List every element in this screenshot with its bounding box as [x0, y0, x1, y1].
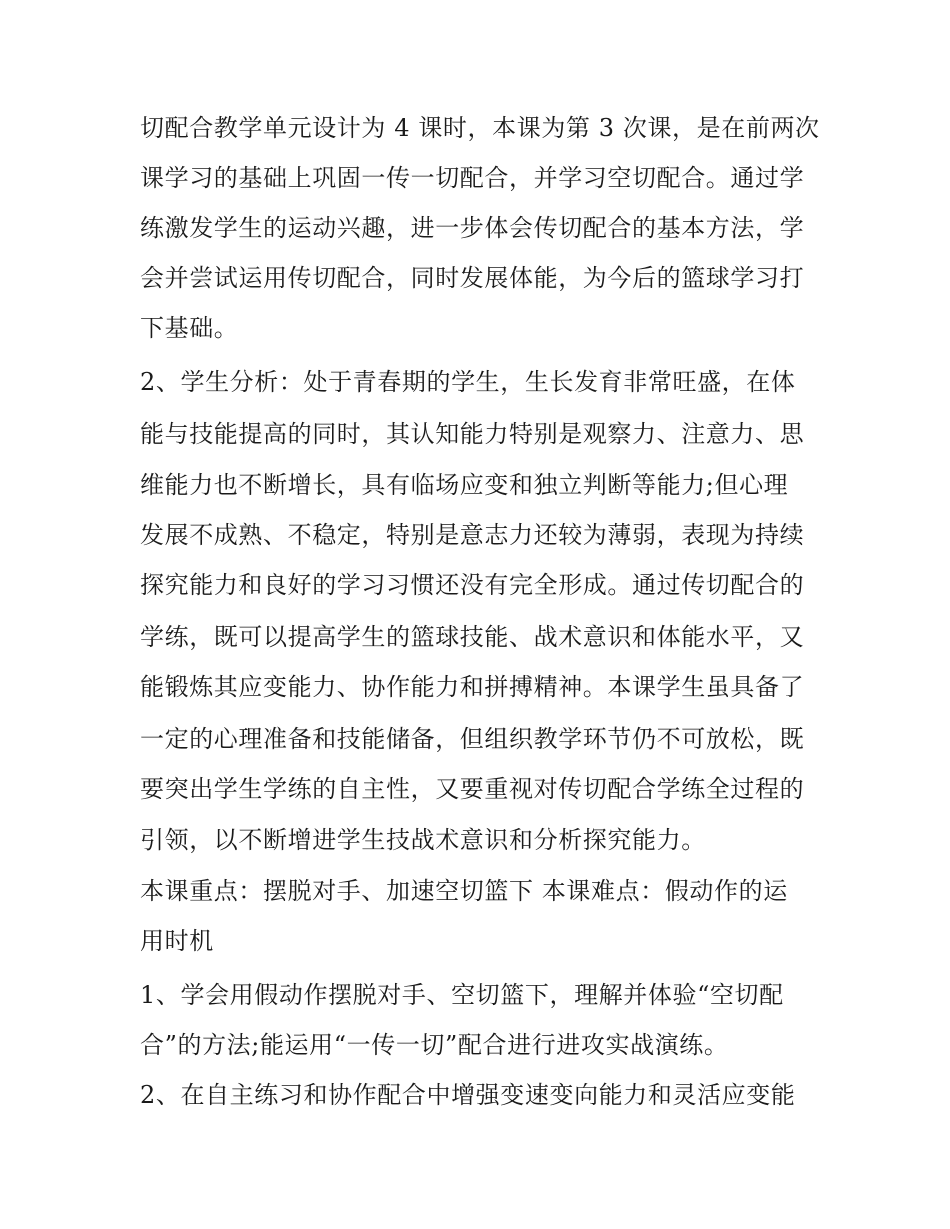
text-line: 能与技能提高的同时，其认知能力特别是观察力、注意力、思 — [140, 420, 805, 448]
text-line: 1、学会用假动作摆脱对手、空切篮下，理解并体验“空切配 — [140, 981, 784, 1009]
text-line: 练激发学生的运动兴趣，进一步体会传切配合的基本方法，学 — [140, 214, 805, 242]
text-line: 能锻炼其应变能力、协作能力和拼搏精神。本课学生虽具备了 — [140, 673, 805, 701]
text-line: 发展不成熟、不稳定，特别是意志力还较为薄弱，表现为持续 — [140, 521, 805, 549]
text-line: 下基础。 — [140, 314, 239, 342]
text-line: 课学习的基础上巩固一传一切配合，并学习空切配合。通过学 — [140, 164, 805, 192]
text-line: 用时机 — [140, 927, 214, 955]
text-line: 一定的心理准备和技能储备，但组织教学环节仍不可放松，既 — [140, 725, 805, 753]
text-line: 要突出学生学练的自主性，又要重视对传切配合学练全过程的 — [140, 775, 805, 803]
text-line: 本课重点：摆脱对手、加速空切篮下 本课难点：假动作的运 — [140, 877, 788, 905]
text-line: 学练，既可以提高学生的篮球技能、战术意识和体能水平，又 — [140, 623, 805, 651]
text-line: 维能力也不断增长，具有临场应变和独立判断等能力;但心理 — [140, 471, 789, 499]
text-line: 引领，以不断增进学生技战术意识和分析探究能力。 — [140, 826, 706, 854]
text-line: 切配合教学单元设计为 4 课时，本课为第 3 次课，是在前两次 — [140, 114, 820, 142]
text-line: 2、学生分析：处于青春期的学生，生长发育非常旺盛，在体 — [140, 368, 796, 396]
text-line: 探究能力和良好的学习习惯还没有完全形成。通过传切配合的 — [140, 571, 805, 599]
text-line: 2、在自主练习和协作配合中增强变速变向能力和灵活应变能 — [140, 1081, 796, 1109]
text-line: 合”的方法;能运用“一传一切”配合进行进攻实战演练。 — [140, 1031, 729, 1059]
text-line: 会并尝试运用传切配合，同时发展体能，为今后的篮球学习打 — [140, 264, 805, 292]
